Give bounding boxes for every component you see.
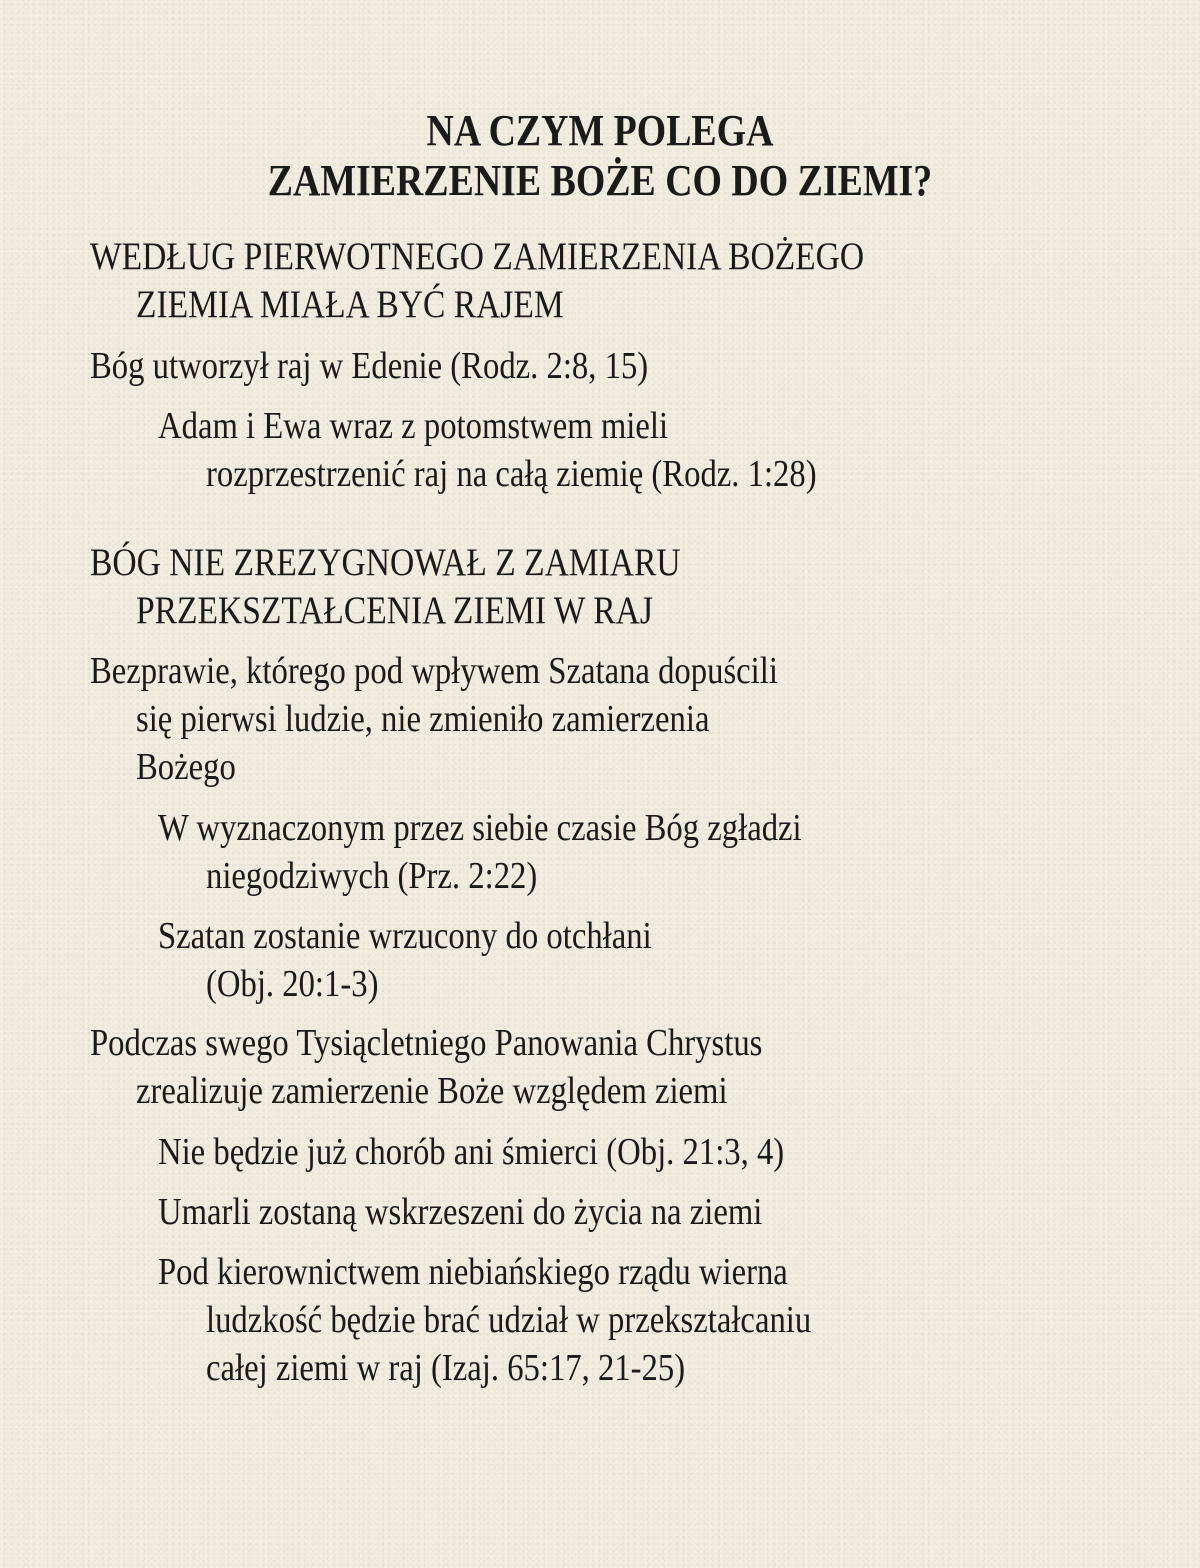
section-2-point-7-line-3: całej ziemi w raj (Izaj. 65:17, 21-25): [206, 1347, 686, 1389]
section-2-point-7-line-1: Pod kierownictwem niebiańskiego rządu wierna: [158, 1251, 788, 1293]
section-2-point-4-line-1: Podczas swego Tysiącletniego Panowania Chrystus: [90, 1022, 763, 1064]
section-2-point-2-line-1: W wyznaczonym przez siebie czasie Bóg zgładzi: [158, 807, 802, 849]
section-1-point-2-line-1: Adam i Ewa wraz z potomstwem mieli: [158, 405, 669, 447]
section-2-point-5-line-1: Nie będzie już chorób ani śmierci (Obj. 21:3, 4): [158, 1131, 785, 1173]
section-1-point-1-line-1: Bóg utworzył raj w Edenie (Rodz. 2:8, 15): [90, 345, 649, 387]
section-2-point-3-line-2: (Obj. 20:1-3): [206, 963, 379, 1005]
section-2-point-6-line-1: Umarli zostaną wskrzeszeni do życia na ziemi: [158, 1191, 763, 1233]
section-1-point-2-line-2: rozprzestrzenić raj na całą ziemię (Rodz. 1:28): [206, 453, 817, 495]
section-2-point-1-line-2: się pierwsi ludzie, nie zmieniło zamierzenia: [136, 698, 710, 740]
section-2-point-3-line-1: Szatan zostanie wrzucony do otchłani: [158, 915, 652, 957]
section-1-heading-line-2: ZIEMIA MIAŁA BYĆ RAJEM: [136, 283, 564, 326]
section-2-heading-line-1: BÓG NIE ZREZYGNOWAŁ Z ZAMIARU: [90, 541, 681, 584]
section-2-point-4-line-2: zrealizuje zamierzenie Boże względem ziemi: [136, 1070, 728, 1112]
section-1-heading-line-1: WEDŁUG PIERWOTNEGO ZAMIERZENIA BOŻEGO: [90, 235, 865, 278]
page-title-line-2: ZAMIERZENIE BOŻE CO DO ZIEMI?: [267, 156, 933, 205]
section-2-point-2-line-2: niegodziwych (Prz. 2:22): [206, 855, 538, 897]
page-title: [0, 106, 1200, 206]
section-2-point-1-line-3: Bożego: [136, 746, 236, 788]
section-2-heading-line-2: PRZEKSZTAŁCENIA ZIEMI W RAJ: [136, 589, 653, 632]
section-2-point-7-line-2: ludzkość będzie brać udział w przekształcaniu: [206, 1299, 812, 1341]
page-title-line-1: NA CZYM POLEGA: [426, 106, 774, 155]
section-2-point-1-line-1: Bezprawie, którego pod wpływem Szatana dopuścili: [90, 650, 778, 692]
